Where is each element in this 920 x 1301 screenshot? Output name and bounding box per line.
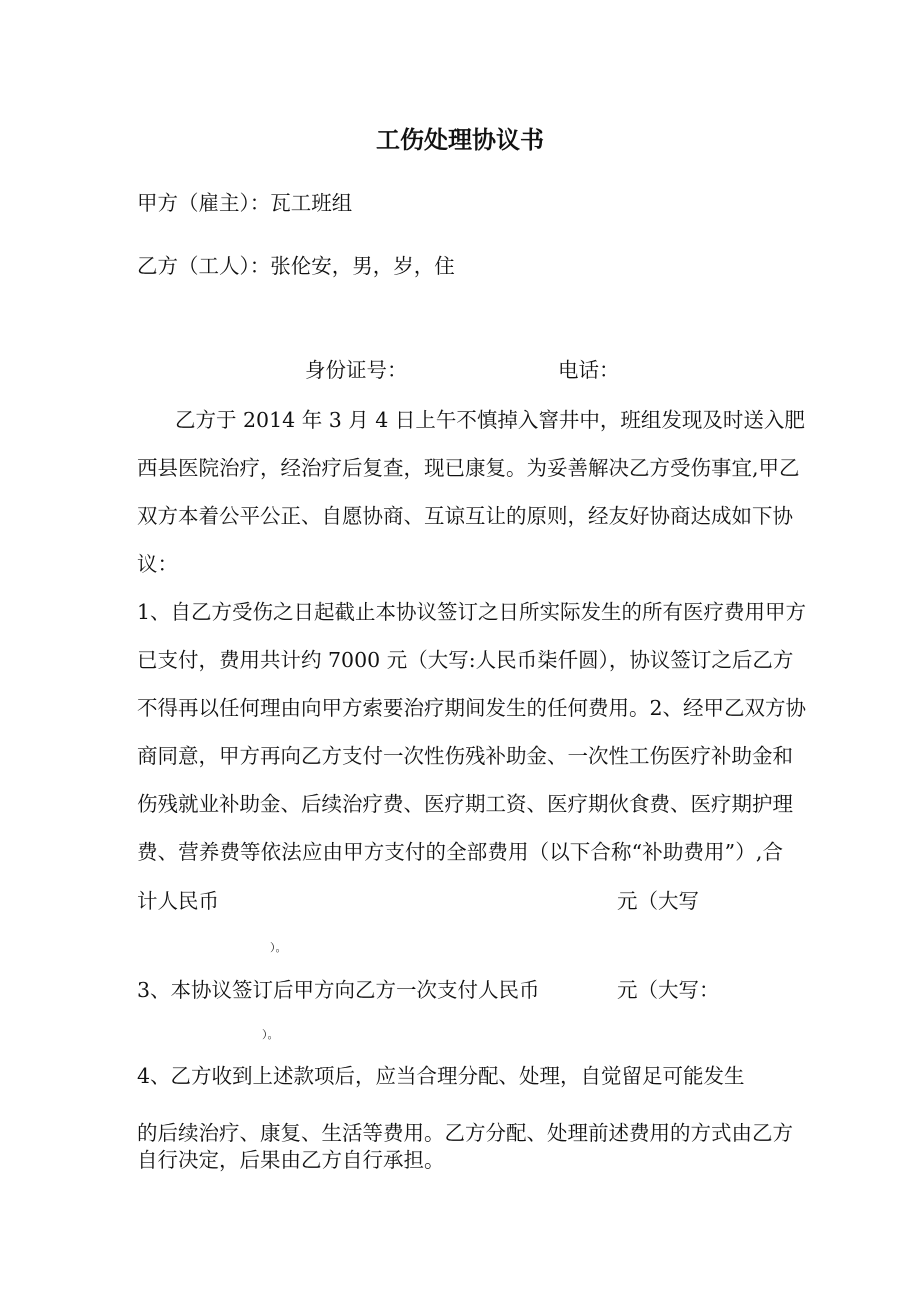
party-a-line: 甲方（雇主）：瓦工班组 bbox=[137, 191, 353, 215]
id-number-label: 身份证号： bbox=[305, 358, 408, 382]
preamble-line: 乙方于 2014 年 3 月 4 日上午不慎掉入窨井中，班组发现及时送入肥 bbox=[175, 408, 805, 432]
clause-line: 伤残就业补助金、后续治疗费、医疗期工资、医疗期伙食费、医疗期护理 bbox=[137, 792, 793, 816]
clause-3-close-paren: ）。 bbox=[262, 1028, 279, 1041]
clause-3-words-label: 元（大写： bbox=[617, 978, 720, 1002]
clause-3-text: 3、本协议签订后甲方向乙方一次支付人民币 bbox=[137, 978, 540, 1002]
document-title: 工伤处理协议书 bbox=[376, 125, 544, 154]
phone-label: 电话： bbox=[558, 358, 620, 382]
preamble-line: 西县医院治疗，经治疗后复查，现已康复。为妥善解决乙方受伤事宜,甲乙 bbox=[137, 456, 800, 480]
party-b-line: 乙方（工人）：张伦安，男，岁，住 bbox=[137, 254, 455, 278]
clause-4-line: 自行决定，后果由乙方自行承担。 bbox=[137, 1148, 445, 1172]
total-amount-label: 计人民币 bbox=[137, 889, 219, 913]
preamble-line: 议： bbox=[137, 552, 178, 576]
clause-line: 已支付，费用共计约 7000 元（大写:人民币柒仟圆），协议签订之后乙方 bbox=[137, 648, 794, 672]
clause-4-line: 的后续治疗、康复、生活等费用。乙方分配、处理前述费用的方式由乙方 bbox=[137, 1121, 793, 1145]
clause-line: 商同意，甲方再向乙方支付一次性伤残补助金、一次性工伤医疗补助金和 bbox=[137, 744, 793, 768]
preamble-line: 双方本着公平公正、自愿协商、互谅互让的原则，经友好协商达成如下协 bbox=[137, 504, 793, 528]
total-amount-close-paren: ）。 bbox=[270, 941, 287, 954]
clause-line: 费、营养费等依法应由甲方支付的全部费用（以下合称“补助费用”）,合 bbox=[137, 840, 783, 864]
total-amount-words-label: 元（大写 bbox=[617, 889, 699, 913]
clause-line: 不得再以任何理由向甲方索要治疗期间发生的任何费用。2、经甲乙双方协 bbox=[137, 696, 807, 720]
clause-4-line: 4、乙方收到上述款项后，应当合理分配、处理，自觉留足可能发生 bbox=[137, 1064, 745, 1088]
clause-line: 1、自乙方受伤之日起截止本协议签订之日所实际发生的所有医疗费用甲方 bbox=[137, 600, 807, 624]
